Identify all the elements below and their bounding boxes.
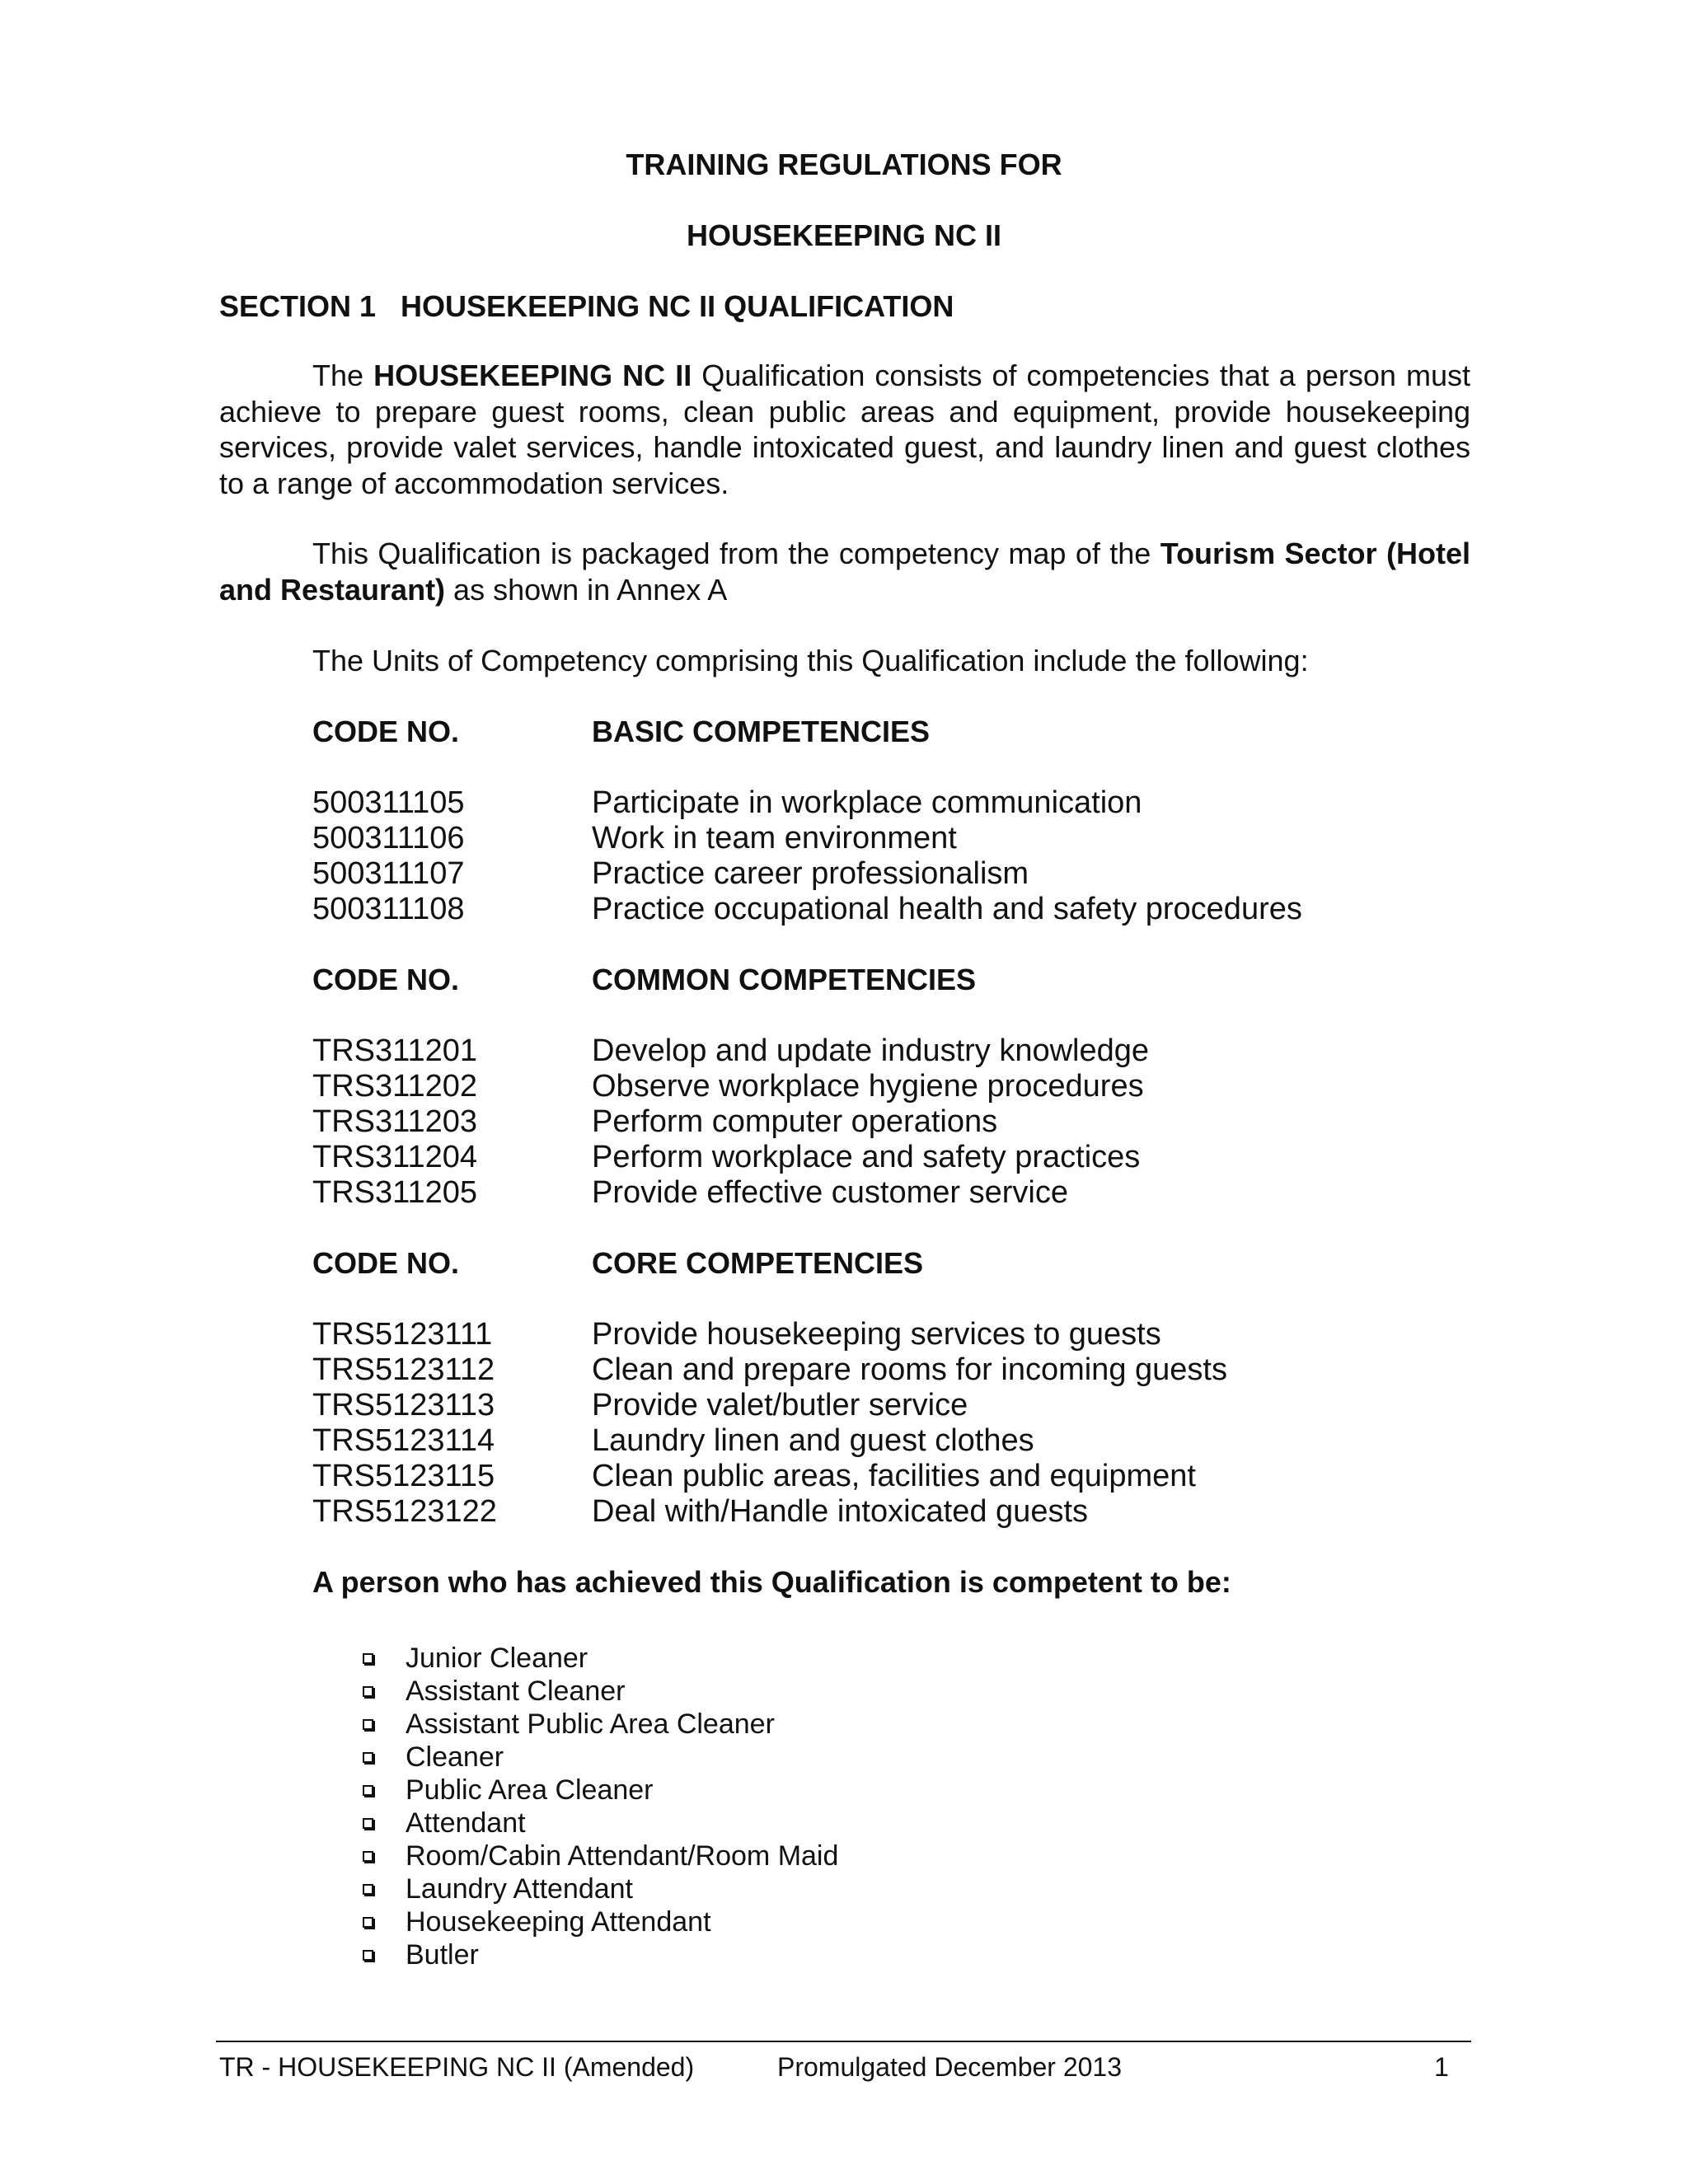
table-row-code: 500311108 bbox=[312, 892, 465, 926]
table-row-desc: Develop and update industry knowledge bbox=[592, 1033, 1150, 1068]
list-item bbox=[363, 1938, 838, 1971]
checkbox-bullet-icon bbox=[363, 1653, 373, 1664]
list-item bbox=[363, 1807, 838, 1840]
table-row-desc: Deal with/Handle intoxicated guests bbox=[592, 1494, 1089, 1529]
role-label: Housekeeping Attendant bbox=[406, 1906, 711, 1938]
table-row-code: TRS5123112 bbox=[312, 1352, 495, 1387]
checkbox-bullet-icon bbox=[363, 1719, 373, 1730]
para2-post: as shown in Annex A bbox=[445, 572, 728, 607]
checkbox-bullet-icon bbox=[363, 1785, 373, 1796]
list-item bbox=[363, 1905, 838, 1938]
paragraph-qualification bbox=[219, 358, 1470, 501]
table-row-code: TRS5123115 bbox=[312, 1459, 495, 1493]
table-row-code: TRS5123113 bbox=[312, 1388, 495, 1422]
list-item bbox=[363, 1642, 838, 1675]
role-label: Assistant Public Area Cleaner bbox=[406, 1708, 775, 1740]
table-row-desc: Observe workplace hygiene procedures bbox=[592, 1069, 1144, 1104]
role-label: Butler bbox=[406, 1939, 479, 1971]
table-row-desc: Practice career professionalism bbox=[592, 856, 1029, 891]
core-title: CORE COMPETENCIES bbox=[592, 1246, 924, 1280]
table-row-code: TRS311201 bbox=[312, 1033, 477, 1068]
table-row-desc: Laundry linen and guest clothes bbox=[592, 1423, 1034, 1458]
para1-pre: The bbox=[312, 359, 374, 392]
role-label: Room/Cabin Attendant/Room Maid bbox=[406, 1840, 839, 1872]
table-row-code: 500311107 bbox=[312, 856, 465, 891]
competent-heading: A person who has achieved this Qualification is competent to be: bbox=[312, 1565, 1231, 1599]
title-line-2: HOUSEKEEPING NC II bbox=[686, 218, 1002, 252]
list-item bbox=[363, 1774, 838, 1807]
role-label: Junior Cleaner bbox=[406, 1643, 588, 1674]
table-row-code: TRS311203 bbox=[312, 1104, 477, 1139]
basic-title: BASIC COMPETENCIES bbox=[592, 715, 931, 748]
checkbox-bullet-icon bbox=[363, 1818, 373, 1829]
common-code-header: CODE NO. bbox=[312, 963, 460, 996]
footer-divider bbox=[216, 2041, 1471, 2042]
footer-center: Promulgated December 2013 bbox=[777, 2052, 1123, 2082]
core-code-header: CODE NO. bbox=[312, 1246, 460, 1280]
checkbox-bullet-icon bbox=[363, 1917, 373, 1928]
footer-left: TR - HOUSEKEEPING NC II (Amended) bbox=[219, 2052, 695, 2082]
list-item bbox=[363, 1708, 838, 1741]
table-row-desc: Participate in workplace communication bbox=[592, 785, 1142, 820]
para1-bold: HOUSEKEEPING NC II bbox=[373, 359, 692, 392]
list-item bbox=[363, 1840, 838, 1872]
basic-code-header: CODE NO. bbox=[312, 715, 460, 748]
role-label: Cleaner bbox=[406, 1741, 504, 1773]
table-row-code: TRS311202 bbox=[312, 1069, 477, 1104]
table-row-code: 500311105 bbox=[312, 785, 465, 820]
table-row-desc: Provide housekeeping services to guests bbox=[592, 1317, 1161, 1352]
table-row-desc: Clean and prepare rooms for incoming guests bbox=[592, 1352, 1227, 1387]
table-row-desc: Provide effective customer service bbox=[592, 1175, 1068, 1210]
role-label: Attendant bbox=[406, 1807, 526, 1839]
para2-bold: Tourism Sector (Hotel and Restaurant) bbox=[219, 537, 1470, 607]
table-row-desc: Provide valet/butler service bbox=[592, 1388, 968, 1422]
roles-list bbox=[363, 1642, 838, 1971]
table-row-code: TRS5123111 bbox=[312, 1317, 493, 1352]
table-row-desc: Clean public areas, facilities and equipment bbox=[592, 1459, 1196, 1493]
table-row-desc: Practice occupational health and safety procedures bbox=[592, 892, 1302, 926]
checkbox-bullet-icon bbox=[363, 1884, 373, 1895]
checkbox-bullet-icon bbox=[363, 1686, 373, 1697]
common-title: COMMON COMPETENCIES bbox=[592, 963, 977, 996]
role-label: Laundry Attendant bbox=[406, 1873, 634, 1905]
table-row-code: TRS5123122 bbox=[312, 1494, 497, 1529]
table-row-desc: Perform workplace and safety practices bbox=[592, 1140, 1141, 1174]
table-row-code: TRS311205 bbox=[312, 1175, 477, 1210]
page-number: 1 bbox=[1434, 2052, 1449, 2082]
checkbox-bullet-icon bbox=[363, 1950, 373, 1961]
para1-post: Qualification consists of competencies that a person must achieve to prepare guest rooms, clean public areas and equipment, provide housekeeping services, provide valet services, handle intoxicated guest, and laundry linen and guest clothes to a range of accommodation services. bbox=[219, 359, 1470, 500]
para2-pre: This Qualification is packaged from the competency map of the bbox=[312, 537, 1160, 570]
table-row-desc: Perform computer operations bbox=[592, 1104, 998, 1139]
title-line-1: TRAINING REGULATIONS FOR bbox=[626, 148, 1062, 181]
checkbox-bullet-icon bbox=[363, 1752, 373, 1763]
list-item bbox=[363, 1675, 838, 1708]
role-label: Public Area Cleaner bbox=[406, 1774, 654, 1806]
table-row-code: TRS5123114 bbox=[312, 1423, 495, 1458]
table-row-desc: Work in team environment bbox=[592, 821, 957, 855]
role-label: Assistant Cleaner bbox=[406, 1675, 626, 1707]
list-item bbox=[363, 1872, 838, 1905]
table-row-code: 500311106 bbox=[312, 821, 465, 855]
checkbox-bullet-icon bbox=[363, 1851, 373, 1862]
section-heading: SECTION 1 HOUSEKEEPING NC II QUALIFICATION bbox=[219, 289, 954, 323]
list-item bbox=[363, 1741, 838, 1774]
units-intro: The Units of Competency comprising this Qualification include the following: bbox=[312, 644, 1309, 677]
paragraph-packaging bbox=[219, 536, 1470, 607]
table-row-code: TRS311204 bbox=[312, 1140, 477, 1174]
